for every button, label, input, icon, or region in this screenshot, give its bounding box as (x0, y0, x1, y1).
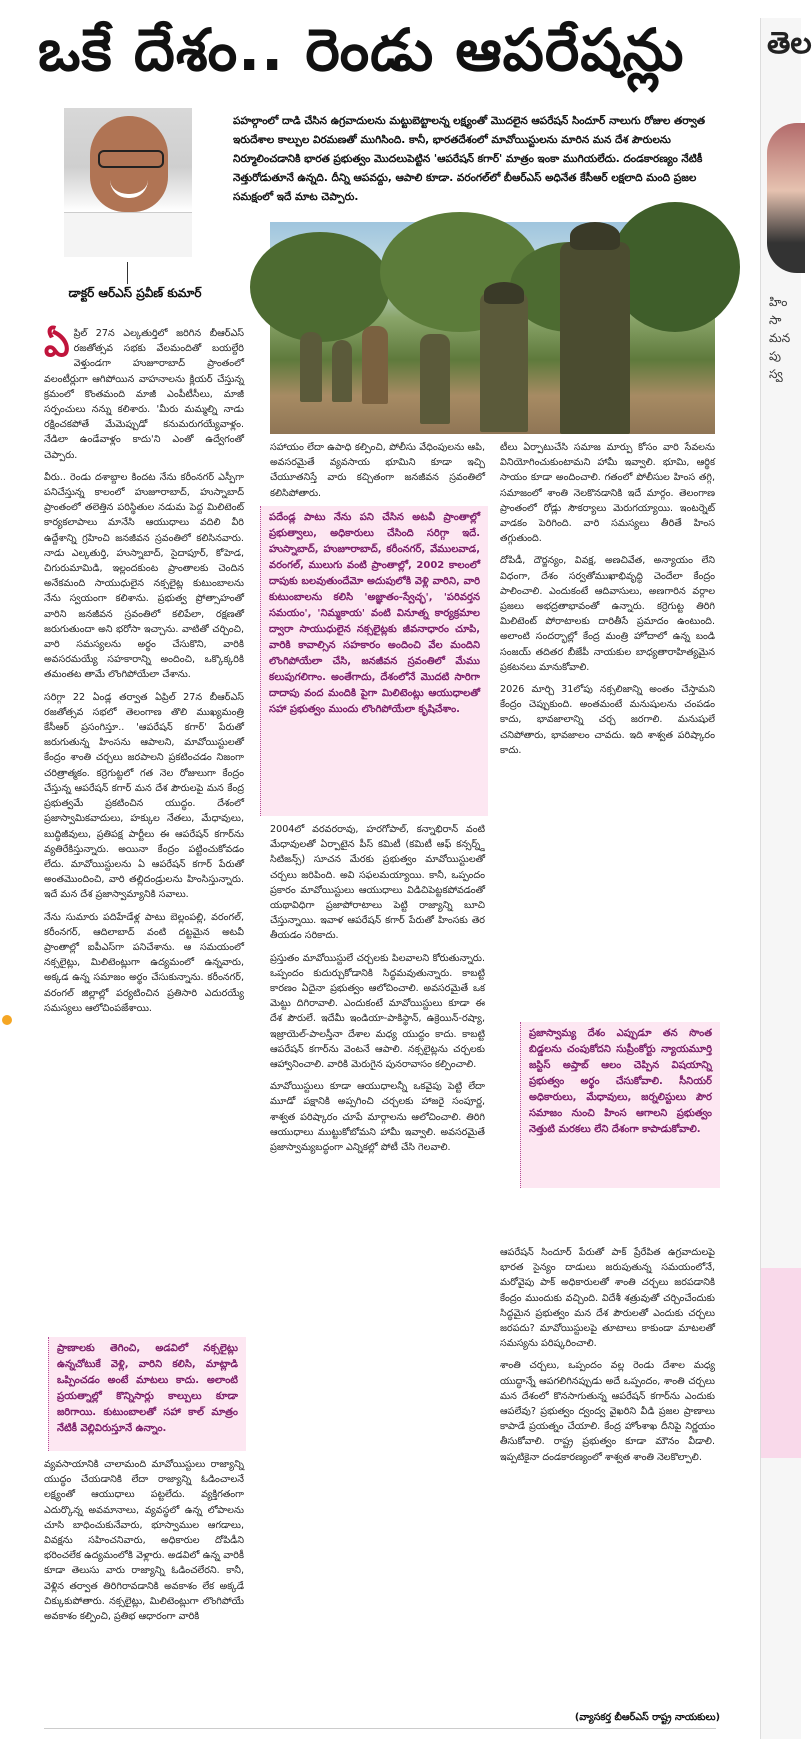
pull-quote: ప్రజాస్వామ్య దేశం ఎప్పుడూ తన సొంత బిడ్డలను చంపుకోదని సుప్రీంకోర్టు న్యాయమూర్తి జస్టిస్ అప్తాబ్ ఆలం చెప్పిన విషయాన్ని ప్రభుత్వం అర్థం చేసుకోవాలి. సీనియర్ అధికారులు, మేధావులు, జర్నలిస్టులు పౌర సమాజం నుంచి హింస ఆగాలని ప్రభుత్వం నెత్తుటి మరకలు లేని దేశంగా కాపాడుకోవాలి. (520, 1022, 720, 1188)
adjacent-article-title: తెల (767, 26, 812, 61)
pull-quote: పదేండ్ల పాటు నేను పని చేసిన అటవీ ప్రాంతాల్లో ప్రభుత్వాలు, అధికారులు చేసింది సరిగ్గా ఇదే. హుస్నాబాద్, హుజూరాబాద్, కరీంనగర్, వేములవాడ, వరంగల్, ములుగు వంటి ప్రాంతాల్లో, 2002 కాలంలో దాపుకు బలవుతుందేమో అదుపులోకి వెళ్లి వారిని, వారి కుటుంబాలను కలిసి 'అజ్ఞాతం-స్వేచ్ఛ', 'పరివర్తన సమయం', 'నిమ్మకాయ' వంటి వినూత్న కార్యక్రమాల ద్వారా సాయుధులైన నక్సలైట్లకు జీవనాధారం చూపి, వారికి కావాల్సిన సహకారం అందించి వేల మందిని లొంగిపోయేలా చేసి, జనజీవన స్రవంతిలో మేము కలుపుగలిగాం. అంతేగాదు, దేశంలోనే మొదటి సారిగా దాదాపు వంద మందికి పైగా మిలిటెంట్లు ఆయుధాలతో సహా ప్రభుత్వం ముందు లొంగిపోయేలా కృషిచేశాం. (260, 506, 488, 816)
column-1-continued (44, 1457, 244, 1732)
column-2 (270, 440, 485, 505)
adjacent-article-sliver (760, 18, 812, 1739)
soldiers-photo (270, 222, 715, 434)
author-photo (64, 108, 192, 256)
author-name: డాక్టర్ ఆర్ఎస్ ప్రవీణ్ కుమార్ (68, 286, 202, 300)
adjacent-pull-quote (761, 1268, 801, 1458)
author-rule (127, 262, 128, 284)
paragraph: సరిగ్గా 22 ఏండ్ల తర్వాత ఏప్రిల్ 27న బీఆర్ఎస్ రజతోత్సవ సభలో తెలంగాణ తొలి ముఖ్యమంత్రి కేసీఆర్ ప్రసంగిస్తూ.. 'ఆపరేషన్ కగార్' పేరుతో జరుగుతున్న హింసను ఆపాలని, మావోయిస్టులతో కేంద్రం శాంతి చర్చలు జరపాలని ప్రకటించడం నిజంగా చరిత్రాత్మకం. కర్రెగుట్టలో గత నెల రోజులుగా కేంద్రం చేస్తున్న ఆపరేషన్ కగార్ మన దేశ పౌరులపై మన కేంద్ర ప్రభుత్వమే ప్రకటించిన యుద్ధం. దేశంలో ప్రజాస్వామికవాదులు, హక్కుల నేతలు, మేధావులు, బుద్ధిజీవులు, ప్రతిపక్ష పార్టీలు ఈ ఆపరేషన్ కగార్‌ను వ్యతిరేకిస్తున్నారు. అయినా కేంద్రం పట్టించుకోవడం లేదు. మావోయిస్టులను ఏ ఆపరేషన్ కగార్ పేరుతో అంతమొందించి, వారి తల్లిదండ్రులను హింసిస్తున్నారు. ఇదే మన దేశ ప్రజాస్వామ్యానికి సవాలు. (44, 691, 244, 901)
author-byline: (వ్యాసకర్త బీఆర్ఎస్ రాష్ట్ర నాయకులు) (574, 1712, 720, 1723)
margin-dot-icon (2, 1015, 12, 1025)
paragraph (44, 326, 244, 463)
paragraph: 2026 మార్చి 31లోపు నక్సలిజాన్ని అంతం చేస్తామని కేంద్రం చెప్పుకుంది. అంతమంటే మనుషులను చంపడం కాదు, భావజాలాన్ని చర్చ జరగాలి. మనుషులే చనిపోతారు, భావజాలం చావదు. ఇది శాశ్వత పరిష్కారం కాదు. (500, 684, 715, 756)
paragraph: వ్యవసాయానికి చాలామంది మావోయిస్టులు రాజ్యాన్ని యుద్ధం చేయడానికి లేదా రాజ్యాన్ని ఓడించాలనే లక్ష్యంతో ఆయుధాలు పట్టలేదు. వ్యక్తిగతంగా ఎదుర్కొన్న అవమానాలు, వ్యవస్థలో ఉన్న లోపాలను చూసి బాధించుకునేవారు, భూస్వాముల ఆగడాలు, వివక్షను సహించనివారు, అధికారుల దోపిడీని భరించలేక ఉద్యమంలోకి వెళ్లారు. అడవిలో ఉన్న వారికీ కూడా తెలుసు వారు రాజ్యాన్ని ఓడించలేరని. కానీ, వెళ్లిన తర్వాత తిరిగిరావడానికి అవకాశం లేక అక్కడే చిక్కుకుపోతారు. నక్సలైట్లు, మిలిటెంట్లుగా లొంగిపోయే అవకాశం కల్పించి, ప్రతిభ ఆధారంగా వారికి (44, 1459, 244, 1623)
pull-quote: ప్రాణాలకు తెగించి, అడవిలో నక్సలైట్లు ఉన్నచోటుకే వెళ్లి, వారిని కలిసి, మాట్లాడి ఒప్పించడం అంటే మాటలు కాదు. అలాంటి ప్రయత్నాల్లో కొన్నిసార్లు కాల్పులు కూడా జరిగాయి. కుటుంబాలతో సహా కాల్ మాత్రం నేటికీ వెల్లివిరుస్తూనే ఉన్నాం. (48, 1337, 246, 1451)
paragraph: నేను సుమారు పదిహేడేళ్ల పాటు బెల్లంపల్లి, వరంగల్, కరీంనగర్, ఆదిలాబాద్ వంటి దట్టమైన అటవీ ప్రాంతాల్లో ఐపీఎస్‌గా పనిచేశాను. ఆ సమయంలో నక్సలైట్లు, మిలిటెంట్లుగా ఉద్యమంలో ఉన్నవారు, అక్కడ ఉన్న సమాజం అర్థం చేసుకున్నాను. కరీంనగర్, వరంగల్ జిల్లాల్లో పర్యటించిన ప్రతిసారి ఎదురయ్యే సమస్యలు ఆలోచింపజేశాయి. (44, 911, 244, 1014)
intro-standfirst: పహల్గాంలో దాడి చేసిన ఉగ్రవాదులను మట్టుబెట్టాలన్న లక్ష్యంతో మొదలైన ఆపరేషన్ సిందూర్ నాలుగు రోజుల తర్వాత ఇరుదేశాల కాల్పుల విరమణతో ముగిసింది. కానీ, భారతదేశంలో మావోయిస్టులను మారిన మన దేశ పౌరులను నిర్మూలించడానికి భారత ప్రభుత్వం మొదలుపెట్టిన 'ఆపరేషన్ కగార్' మాత్రం ఇంకా ముగియలేదు. దండకారణ్యం నేటికీ నెత్తురోడుతూనే ఉన్నది. దీన్ని ఆపవద్దు, ఆపాలి కూడా. వరంగల్‌లో బీఆర్ఎస్ అధినేత కేసీఆర్ లక్షలాది మంది ప్రజల సమక్షంలో ఇదే మాట చెప్పారు. (233, 115, 706, 203)
bottom-rule (44, 1728, 716, 1729)
paragraph: టీలు ఏర్పాటుచేసి సమాజ మార్పు కోసం వారి సేవలను వినియోగించుకుంటామని హామీ ఇవ్వాలి. భూమి, ఆర్థిక సాయం కూడా అందించాలి. గతంలో పోలీసుల హింస తగ్గి, సమాజంలో శాంతి నెలకొనడానికి ఇదే మార్గం. తెలంగాణ ప్రాంతంలో రోడ్లు సౌకర్యాలు మెరుగయ్యాయి. ఇంటర్నెట్ వాడకం పెరిగింది. వారి సమస్యలు తీరితే హింస తగ్గుతుంది. (500, 442, 715, 545)
paragraph: దోపిడీ, దౌర్జన్యం, వివక్ష, అణచివేత, అన్యాయం లేని విధంగా, దేశం సర్వతోముఖాభివృద్ధి చెందేలా కేంద్రం పాలించాలి. ఎందుకంటే ఆదివాసులు, అణగారిన వర్గాల ప్రజలు అభద్రతాభావంతో ఉన్నారు. కర్రెగుట్ట తిరిగి మిలిటెంట్ పోరాటాలకు దారితీసే ప్రమాదం ఉంటుంది. అలాంటి సందర్భాల్లో కేంద్ర మంత్రి హోదాలో ఉన్న బండి సంజయ్ తదితర బీజేపీ నాయకుల బాధ్యతారాహిత్యమైన ప్రకటనలు మానుకోవాలి. (500, 555, 715, 673)
dropcap: ఏ (44, 324, 70, 365)
paragraph: మావోయిస్టులు కూడా ఆయుధాలన్నీ ఒకవైపు పెట్టి లేదా మూడో పక్షానికి అప్పగించి చర్చలకు హాజరై సంపూర్ణ, శాశ్వత పరిష్కారం చూపే మార్గాలను ఆలోచించాలి. తిరిగి ఆయుధాలు ముట్టుకోబోమని హామీ ఇవ్వాలి. అవసరమైతే ప్రజాస్వామ్యబద్ధంగా ఎన్నికల్లో పోటీ చేసి గెలవాలి. (270, 1081, 485, 1154)
paragraph-text: ప్రిల్ 27న ఎల్కతుర్తిలో జరిగిన బీఆర్ఎస్ రజతోత్సవ సభకు వేలమందితో బయల్దేరి వెళ్తుండగా హుజూరాబాద్ ప్రాంతంలో వలంటీర్లుగా ఆగిపోయిన వాహనాలను క్లియర్ చేస్తున్న క్రమంలో కొంతమంది మాజీ ఎంపీటీసీలు, మాజీ సర్పంచులు నన్ను కలిశారు. 'మీరు మమ్మల్ని నాడు రక్షించకపోతే మేమెప్పుడో కనుమరుగయ్యేవాళ్లం. నేడిలా ఉండేవాళ్లం కాదు'ని ఎంతో ఉద్వేగంతో చెప్పారు. (44, 328, 244, 461)
column-2-continued (270, 822, 485, 1732)
woman-photo (767, 123, 805, 273)
author-shirt (64, 212, 192, 257)
paragraph: శాంతి చర్చలు, ఒప్పందం వల్ల రెండు దేశాల మధ్య యుద్ధాన్నే ఆపగలిగినప్పుడు అదే ఒప్పందం, శాంతి చర్చలు మన దేశంలో కొనసాగుతున్న ఆపరేషన్ కగార్‌ను ఎందుకు ఆపలేవు? ప్రభుత్వం ద్వంద్వ వైఖరిని వీడి ప్రజల ప్రాణాలు కాపాడే ప్రయత్నం చేయాలి. కేంద్ర హోంశాఖ దీనిపై నిర్ణయం తీసుకోవాలి. రాష్ట్ర ప్రభుత్వం కూడా మౌనం వీడాలి. ఇప్పటికైనా దండకారణ్యంలో శాశ్వత శాంతి నెలకొల్పాలి. (500, 1360, 715, 1463)
paragraph: వీరు.. రెండు దశాబ్దాల కిందట నేను కరీంనగర్ ఎస్పీగా పనిచేస్తున్న కాలంలో హుజూరాబాద్, హుస్నాబాద్ ప్రాంతంలో తలెత్తిన పరిస్థితుల నడుమ పెద్ద మిలిటెంట్ కార్యకలాపాలు మానేసి ఆయుధాలు వదిలి వీరి ఉద్దేశాన్ని గ్రహించి జనజీవన స్రవంతిలో కలిసినవారు. నాడు ఎల్కతుర్తి, హుస్నాబాద్, సైదాపూర్, కోహెడ, చిగురుమామిడి, ఇల్లందకుంట ప్రాంతాలకు చెందిన అనేకమంది సాయుధులైన నక్సలైట్ల కుటుంబాలను నేను స్వయంగా కలిశాను. ప్రభుత్వ ప్రోత్సాహంతో వారిని జనజీవన స్రవంతిలో కలిపేలా, రక్షణతో జరుగుతుందా అని భరోసా ఇచ్చాను. వాటితో చర్చించి, వారి సమస్యలను అర్థం చేసుకొని, వారికి అవసరమయ్యే సహకారాన్ని అందించి, ఒక్కొక్కరికి తమంతట తామే లొంగిపోయేలా చేశాను. (44, 471, 244, 681)
paragraph: ప్రస్తుతం మావోయిస్టులే చర్చలకు పిలవాలని కోరుతున్నారు. ఒప్పందం కుదుర్చుకోడానికి సిద్ధమవుతున్నారు. కాబట్టి కారణం ఏదైనా ప్రభుత్వం ఆలోచించాలి. అవసరమైతే ఒక మెట్టు దిగిరావాలి. ఎందుకంటే మావోయిస్టులు కూడా ఈ దేశ పౌరులే. ఇదేమీ ఇండియా-పాకిస్థాన్, ఉక్రెయిన్-రష్యా, ఇజ్రాయెల్-పాలస్తీనా దేశాల మధ్య యుద్ధం కాదు. కాబట్టి ఆపరేషన్ కగార్‌ను వెంటనే ఆపాలి. నక్సలైట్లను చర్చలకు ఆహ్వానించాలి. వారికి మెరుగైన పునరావాసం కల్పించాలి. (270, 952, 485, 1071)
column-1 (44, 326, 244, 1326)
paragraph: 2004లో వరవరరావు, హరగోపాల్, కన్నాభిరాన్ వంటి మేధావులతో ఏర్పాటైన పీస్ కమిటీ (కమిటీ ఆఫ్ కన్సర్న్డ్ సిటిజన్స్) సూచన మేరకు ప్రభుత్వం మావోయిస్టులతో చర్చలు జరిపింది. అవి సఫలమయ్యాయి. కానీ, ఒప్పందం ప్రకారం మావోయిస్టులు ఆయుధాలు విడిచిపెట్టకపోవడంతో యథావిధిగా ప్రజాపోరాటాలు పెట్టి రాజ్యాన్ని బూచి చేస్తున్నాయి. ఇవాళ ఆపరేషన్ కగార్ పేరుతో హింసకు తెర తీయడం సరికాదు. (270, 824, 485, 942)
paragraph: సహాయం లేదా ఉపాధి కల్పించి, పోలీసు వేధింపులను ఆపి, అవసరమైతే వ్యవసాయ భూమిని కూడా ఇచ్చి చేయూతనిస్తే వారు కచ్చితంగా జనజీవన స్రవంతిలో కలిసిపోతారు. (270, 442, 485, 499)
headline: ఒకే దేశం.. రెండు ఆపరేషన్లు (38, 16, 685, 84)
paragraph: ఆపరేషన్ సిందూర్ పేరుతో పాక్ ప్రేరేపిత ఉగ్రవాదులపై భారత సైన్యం దాడులు జరుపుతున్న సమయంలోనే, మరోవైపు పాక్ అధికారులతో శాంతి చర్చలు జరపడానికి కేంద్రం ముందుకు వచ్చింది. విదేశీ శత్రువుతో చర్చించేందుకు సిద్ధమైన ప్రభుత్వం మన దేశ పౌరులతో ఎందుకు చర్చలు జరపదు? మావోయిస్టులపై తూటాలు కాకుండా మాటలతో సమస్యను పరిష్కరించాలి. (500, 1247, 715, 1350)
author-glasses (98, 150, 164, 168)
column-3-continued (500, 1245, 715, 1715)
column-3 (500, 440, 715, 1015)
adjacent-article-text: హిం సా మన పు స్వ (769, 295, 791, 381)
